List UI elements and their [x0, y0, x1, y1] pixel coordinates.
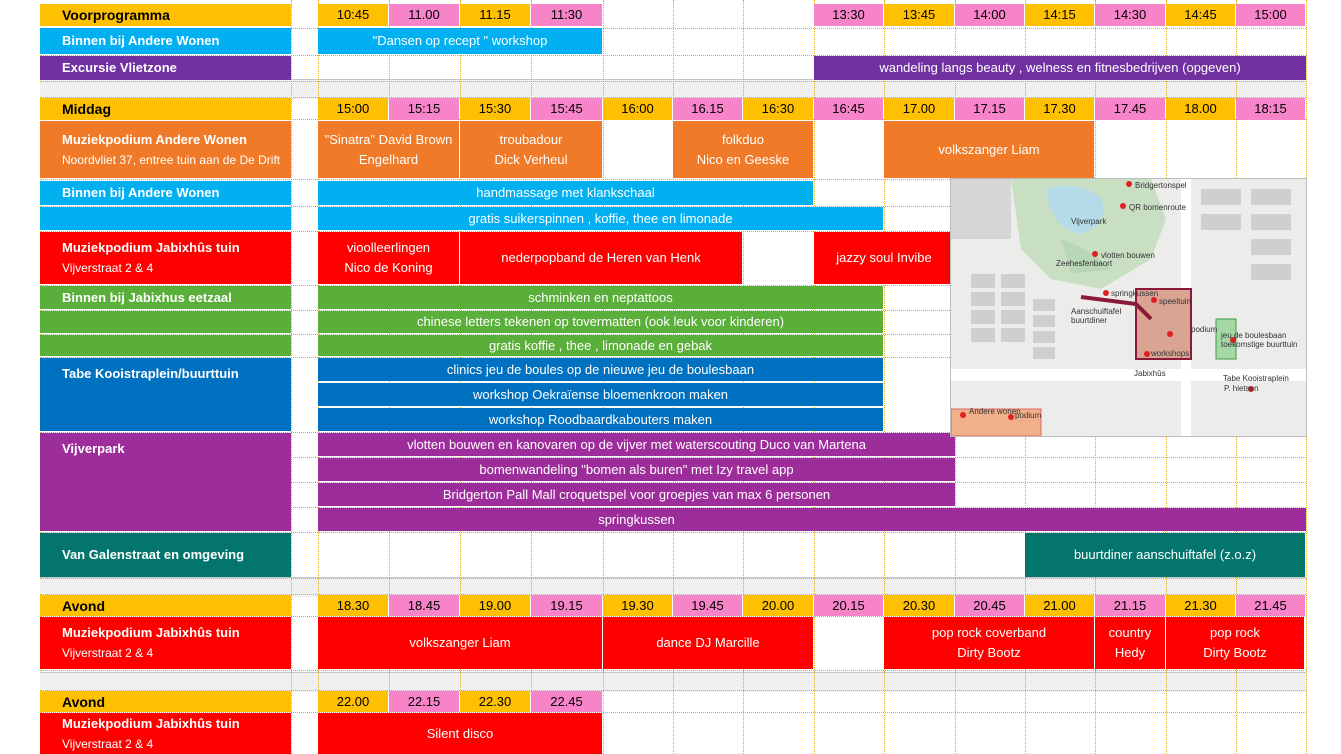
event-springkussen-text: springkussen: [598, 511, 675, 527]
row-label-van-galenstraat: [40, 533, 291, 577]
time-slot: [1166, 595, 1235, 616]
event-heren-van-henk-text: nederpopband de Heren van Henk: [501, 250, 701, 265]
map-label: Bridgertonspel: [1135, 181, 1187, 190]
time-slot-label: 21.45: [1254, 597, 1287, 613]
time-slot: [460, 98, 530, 120]
event-gratis-koffie: [318, 335, 883, 356]
time-slot-label: 11.15: [479, 7, 511, 22]
time-slot-label: 10:45: [336, 7, 370, 22]
event-vlotten-bouwen: [318, 433, 955, 456]
grid-line: [40, 578, 1306, 579]
event-roodbaardkabouters: [318, 408, 883, 431]
map-label: podium: [1015, 411, 1042, 420]
row-label-jabixhus-tuin-middag-title: Muziekpodium Jabixhûs tuin: [62, 240, 240, 255]
event-handmassage-text: handmassage met klankschaal: [476, 185, 655, 200]
time-slot-label: 15:00: [336, 101, 370, 116]
time-slot: [531, 691, 602, 712]
event-dirty-bootz-2-text: pop rock Dirty Bootz: [1203, 625, 1267, 660]
section-header-middag: [40, 98, 291, 120]
row-label-jabixhus-tuin-middag-subtitle: Vijverstraat 2 & 4: [62, 261, 154, 275]
event-folkduo-text: folkduo Nico en Geeske: [696, 131, 790, 167]
row-label-jabixhus-tuin-avond: [40, 617, 291, 669]
time-slot-label: 22.45: [550, 693, 583, 709]
time-slot: [814, 98, 883, 120]
time-slot: [955, 98, 1024, 120]
event-dance-dj-marcille-text: dance DJ Marcille: [656, 635, 760, 650]
time-slot-label: 20.30: [902, 597, 936, 613]
time-slot: [318, 98, 388, 120]
section-header-avond-1: [40, 595, 291, 616]
time-slot: [460, 4, 530, 26]
event-suikerspinnen-text: gratis suikerspinnen , koffie, thee en limonade: [468, 210, 733, 226]
time-slot: [884, 98, 954, 120]
map-label: Jabixhûs: [1134, 369, 1166, 378]
time-slot-label: 21.00: [1043, 597, 1076, 613]
event-volkszanger-liam-avond-text: volkszanger Liam: [409, 635, 511, 650]
time-slot: [955, 595, 1024, 616]
row-label-vijverpark: [40, 433, 291, 531]
time-slot: [389, 4, 459, 26]
row-label-tabe-kooistraplein: [40, 358, 291, 431]
map-label: Andere wonen: [969, 407, 1021, 416]
time-slot: [318, 4, 388, 26]
event-buurtdiner-text: buurtdiner aanschuiftafel (z.o.z): [1073, 547, 1257, 562]
grid-line: [40, 670, 1306, 671]
event-buurtdiner: [1025, 533, 1305, 577]
map-label: Vijverpark: [1071, 217, 1107, 226]
map-label: springkussen: [1111, 289, 1159, 298]
time-slot-label: 21.30: [1184, 597, 1217, 613]
time-slot: [884, 595, 954, 616]
event-sinatra-text: "Sinatra" David Brown Engelhard: [324, 131, 453, 167]
row-label-jabixhus-tuin-laat-subtitle: Vijverstraat 2 & 4: [62, 736, 154, 751]
event-sinatra: [318, 121, 459, 178]
event-vlotten-bouwen-text: vlotten bouwen en kanovaren op de vijver met waterscouting Duco van Martena: [407, 436, 866, 452]
time-slot: [1236, 98, 1305, 120]
time-slot-label: 17.15: [973, 101, 1006, 116]
time-slot: [1095, 4, 1165, 26]
time-slot: [389, 595, 459, 616]
event-croquetspel: [318, 483, 955, 506]
time-slot: [1166, 4, 1235, 26]
time-slot-label: 22.30: [478, 693, 512, 709]
time-slot: [389, 98, 459, 120]
row-label-andere-wonen-voor: [40, 28, 291, 54]
time-slot-label: 16.15: [691, 101, 724, 116]
map-label: Zeehesfenbaort: [1056, 259, 1113, 268]
time-slot-label: 16:30: [761, 101, 795, 116]
time-slot-label: 19.15: [550, 597, 583, 613]
time-slot: [603, 98, 672, 120]
time-slot-label: 18.30: [336, 597, 370, 613]
row-label-vijverpark-title: Vijverpark: [62, 441, 125, 456]
event-schminken: [318, 286, 883, 309]
event-springkussen: [318, 508, 955, 531]
map-label: workshops: [1151, 349, 1190, 358]
map-label: vlotten bouwen: [1101, 251, 1155, 260]
time-slot: [673, 595, 742, 616]
time-slot-label: 17.30: [1043, 101, 1076, 116]
time-slot-label: 19.45: [691, 597, 724, 613]
time-slot: [743, 595, 813, 616]
event-bloemenkroon-text: workshop Oekraïense bloemenkroon maken: [472, 386, 729, 402]
row-label-jabixhus-tuin-avond-title: Muziekpodium Jabixhûs tuin: [62, 625, 240, 640]
map-label: podium: [1191, 325, 1218, 334]
event-jazzy-soul-text: jazzy soul Invibe: [836, 250, 932, 265]
time-slot: [884, 4, 954, 26]
row-label-jabixhus-tuin-laat: [40, 713, 291, 754]
time-slot-label: 15:45: [550, 101, 583, 116]
event-volkszanger-liam-avond: [318, 617, 602, 669]
section-header-avond-2: [40, 691, 291, 712]
event-bloemenkroon: [318, 383, 883, 406]
row-label-jabixhus-tuin-laat-title: Muziekpodium Jabixhûs tuin: [62, 715, 240, 731]
event-dirty-bootz-1: [884, 617, 1094, 669]
row-label-muziekpodium-andere-wonen-title: Muziekpodium Andere Wonen: [62, 131, 247, 147]
time-slot-label: 14:15: [1043, 7, 1076, 22]
time-slot: [531, 595, 602, 616]
event-folkduo: [673, 121, 813, 178]
time-slot: [1166, 98, 1235, 120]
time-slot: [673, 98, 742, 120]
time-slot-label: 14:45: [1184, 7, 1217, 22]
event-schminken-text: schminken en neptattoos: [528, 289, 673, 305]
time-slot: [531, 4, 602, 26]
time-slot: [814, 595, 883, 616]
event-roodbaardkabouters-text: workshop Roodbaardkabouters maken: [488, 411, 713, 427]
grid-line: [291, 0, 292, 754]
time-slot-label: 18.45: [407, 597, 441, 613]
time-slot: [389, 691, 459, 712]
site-map: [950, 178, 1307, 437]
time-slot: [531, 98, 602, 120]
event-springkussen-extension: [955, 508, 1306, 531]
event-troubadour: [460, 121, 602, 178]
time-slot-label: 14:00: [973, 7, 1006, 22]
grid-line: [40, 81, 1306, 82]
event-silent-disco-text: Silent disco: [426, 725, 494, 741]
event-chinese-letters-text: chinese letters tekenen op tovermatten (ook leuk voor kinderen): [416, 314, 785, 329]
time-slot-label: 19.30: [621, 597, 654, 613]
row-label-excursie-vlietzone-title: Excursie Vlietzone: [62, 60, 177, 75]
row-label-tabe-kooistraplein-title: Tabe Kooistraplein/buurttuin: [62, 366, 239, 381]
row-label-muziekpodium-andere-wonen: [40, 121, 291, 178]
event-bomenwandeling-text: bomenwandeling "bomen als buren" met Izy travel app: [479, 461, 794, 477]
event-volkszanger-liam-text: volkszanger Liam: [938, 141, 1040, 157]
time-slot: [1236, 595, 1305, 616]
row-label-jabixhus-tuin-middag: [40, 232, 291, 284]
section-title-avond-1: Avond: [62, 597, 106, 614]
time-slot-label: 18:15: [1254, 101, 1287, 116]
event-jeu-de-boules-text: clinics jeu de boules op de nieuwe jeu de boulesbaan: [446, 361, 755, 377]
event-handmassage: [318, 181, 813, 205]
row-label-muziekpodium-andere-wonen-subtitle: Noordvliet 37, entree tuin aan de De Drift: [62, 152, 281, 167]
event-dansen-op-recept-text: "Dansen op recept " workshop: [372, 33, 548, 48]
time-slot: [460, 595, 530, 616]
time-slot-label: 17.45: [1113, 101, 1147, 116]
section-title-voorprogramma: Voorprogramma: [62, 7, 170, 23]
event-gratis-koffie-text: gratis koffie , thee , limonade en gebak: [488, 337, 713, 353]
event-dance-dj-marcille: [603, 617, 813, 669]
time-slot-label: 20.00: [761, 597, 795, 613]
row-label-andere-wonen-middag-title: Binnen bij Andere Wonen: [62, 185, 220, 200]
row-label-jabixhus-eetzaal-2: [40, 311, 291, 333]
time-slot: [743, 98, 813, 120]
event-bomenwandeling: [318, 458, 955, 481]
event-wandeling: [814, 56, 1306, 80]
row-label-jabixhus-tuin-avond-subtitle: Vijverstraat 2 & 4: [62, 646, 154, 660]
time-slot: [814, 4, 883, 26]
time-slot-label: 13:45: [902, 7, 936, 22]
row-label-excursie-vlietzone: [40, 56, 291, 80]
time-slot: [1236, 4, 1305, 26]
row-label-jabixhus-eetzaal-title: Binnen bij Jabixhus eetzaal: [62, 289, 232, 305]
row-label-van-galenstraat-title: Van Galenstraat en omgeving: [62, 547, 245, 562]
map-label: Aanschuiftafel buurtdiner: [1071, 307, 1122, 325]
row-label-andere-wonen-middag-2: [40, 207, 291, 230]
time-slot: [1025, 98, 1094, 120]
section-header-voorprogramma: [40, 4, 291, 26]
time-slot-label: 22.15: [407, 693, 441, 709]
map-label: jeu de boulesbaan toekomstige buurttuin: [1221, 331, 1298, 349]
event-suikerspinnen: [318, 207, 883, 230]
event-vioolleerlingen: [318, 232, 459, 284]
time-slot-label: 21.15: [1113, 597, 1147, 613]
event-dansen-op-recept: [318, 28, 602, 54]
event-wandeling-text: wandeling langs beauty , welness en fitnesbedrijven (opgeven): [879, 60, 1241, 75]
section-title-middag: Middag: [62, 101, 111, 117]
event-chinese-letters: [318, 311, 883, 333]
time-slot-label: 16:00: [621, 101, 654, 116]
time-slot-label: 15:30: [478, 101, 512, 116]
event-heren-van-henk: [460, 232, 742, 284]
event-country-hedy-text: country Hedy: [1108, 625, 1152, 660]
time-slot-label: 22.00: [336, 693, 370, 709]
row-label-jabixhus-eetzaal-3: [40, 335, 291, 356]
time-slot-label: 11.00: [408, 7, 440, 22]
time-slot-label: 17.00: [902, 101, 936, 116]
event-croquetspel-text: Bridgerton Pall Mall croquetspel voor groepjes van max 6 personen: [442, 486, 831, 502]
event-jazzy-soul: [814, 232, 954, 284]
time-slot: [1095, 595, 1165, 616]
map-label: speeltuin: [1159, 297, 1192, 306]
event-troubadour-text: troubadour Dick Verheul: [494, 131, 568, 167]
time-slot-label: 13:30: [832, 7, 865, 22]
time-slot: [1095, 98, 1165, 120]
time-slot-label: 15:00: [1254, 7, 1287, 22]
map-label: Tabe Kooistraplein: [1223, 374, 1289, 383]
time-slot: [955, 4, 1024, 26]
time-slot-label: 20.15: [832, 597, 865, 613]
event-dirty-bootz-1-text: pop rock coverband Dirty Bootz: [931, 625, 1047, 660]
map-label: QR bomenroute: [1129, 203, 1186, 212]
time-slot: [1025, 4, 1094, 26]
time-slot-label: 11:30: [550, 7, 583, 22]
time-slot-label: 16:45: [832, 101, 865, 116]
event-silent-disco: [318, 713, 602, 754]
row-label-andere-wonen-voor-title: Binnen bij Andere Wonen: [62, 33, 220, 48]
row-label-andere-wonen-middag: [40, 181, 291, 205]
time-slot: [318, 691, 388, 712]
row-label-jabixhus-eetzaal: [40, 286, 291, 309]
time-slot: [1025, 595, 1094, 616]
event-dirty-bootz-2: [1166, 617, 1304, 669]
event-jeu-de-boules: [318, 358, 883, 381]
time-slot-label: 18.00: [1184, 101, 1217, 116]
time-slot-label: 15:15: [407, 101, 441, 116]
time-slot-label: 14:30: [1113, 7, 1147, 22]
time-slot: [603, 595, 672, 616]
event-volkszanger-liam: [884, 121, 1094, 178]
time-slot: [318, 595, 388, 616]
section-title-avond-2: Avond: [62, 693, 106, 710]
time-slot-label: 19.00: [478, 597, 512, 613]
time-slot-label: 20.45: [973, 597, 1006, 613]
map-label: P. hietsen: [1224, 384, 1259, 393]
time-slot: [460, 691, 530, 712]
event-vioolleerlingen-text: vioolleerlingen Nico de Koning: [344, 240, 433, 275]
event-country-hedy: [1095, 617, 1165, 669]
